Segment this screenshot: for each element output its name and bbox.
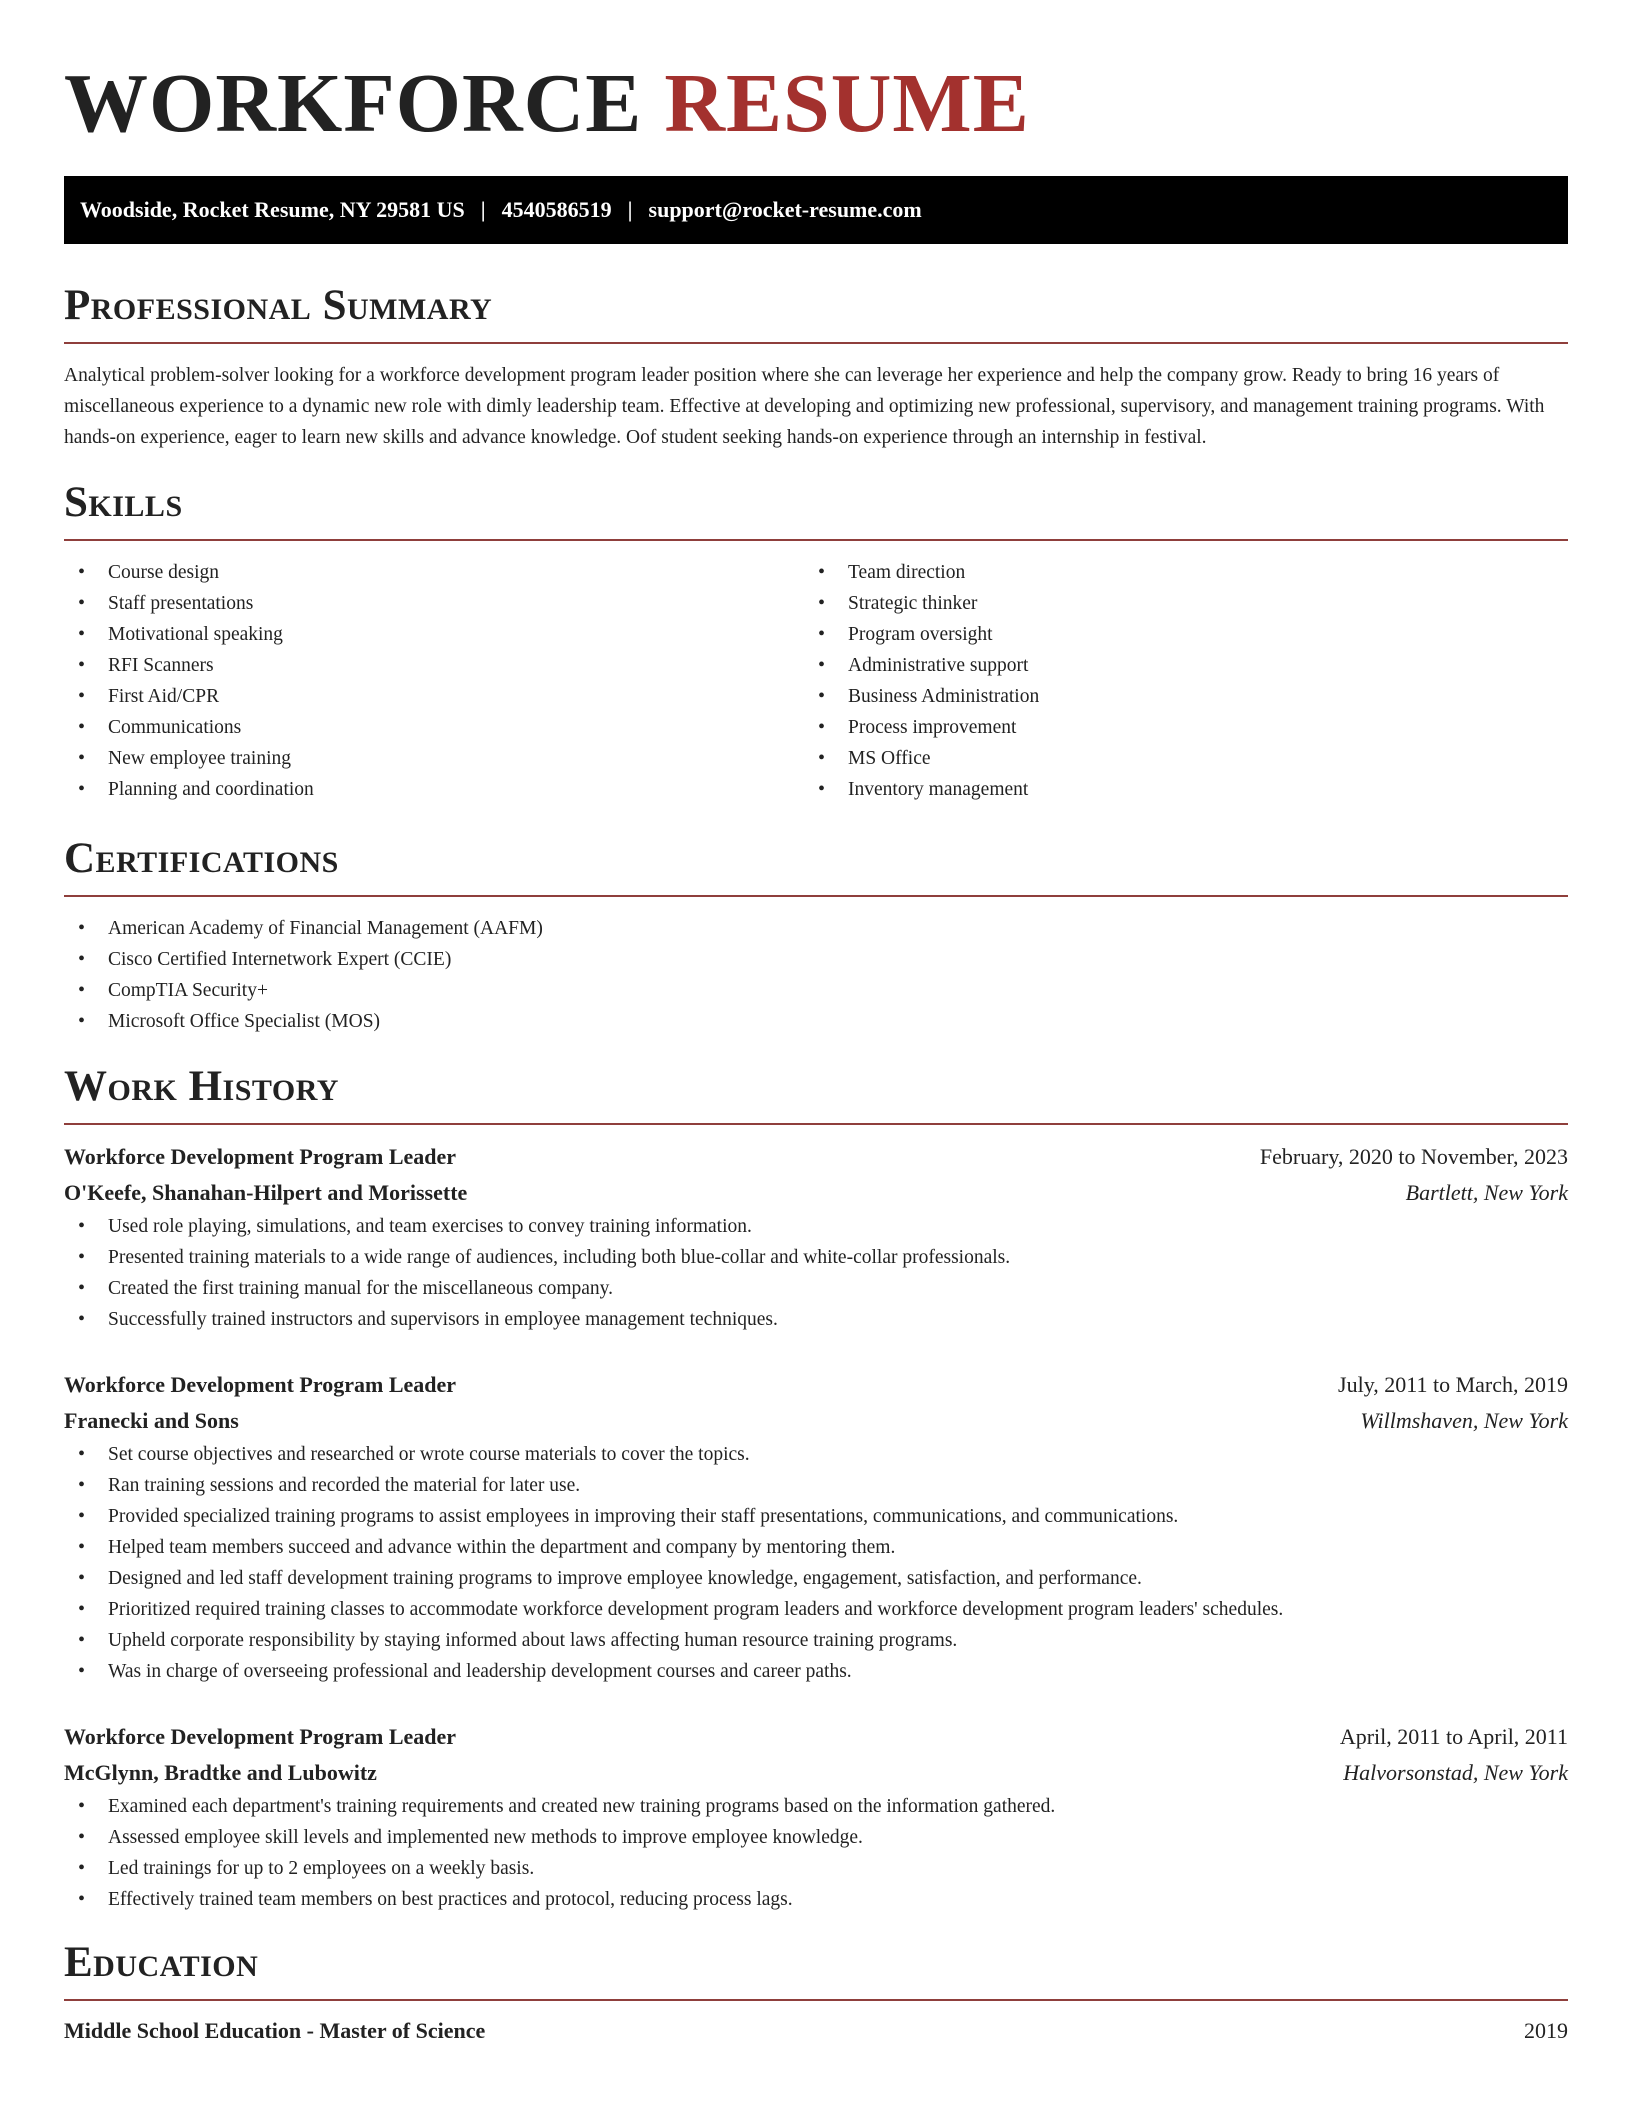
education-year: 2019	[1524, 2018, 1568, 2043]
skill-item: • RFI Scanners	[64, 650, 804, 681]
job-bullet: • Used role playing, simulations, and team exercises to convey training information.	[64, 1211, 1568, 1242]
section-divider	[64, 539, 1568, 541]
skills-section	[64, 477, 1568, 805]
skill-item: • Program oversight	[804, 619, 1544, 650]
job-company-row	[64, 1175, 1568, 1211]
skill-item: • Process improvement	[804, 712, 1544, 743]
certification-item: • Cisco Certified Internetwork Expert (CCIE)	[64, 944, 1568, 975]
job-company: Franecki and Sons	[64, 1408, 239, 1433]
contact-address: Woodside, Rocket Resume, NY 29581 US	[80, 197, 465, 222]
job-bullet: • Ran training sessions and recorded the material for later use.	[64, 1470, 1568, 1501]
job-bullet: • Presented training materials to a wide range of audiences, including both blue-collar and white-collar professionals.	[64, 1242, 1568, 1273]
job-bullet: • Led trainings for up to 2 employees on a weekly basis.	[64, 1853, 1568, 1884]
resume-page	[64, 0, 1568, 2049]
job-bullet: • Created the first training manual for the miscellaneous company.	[64, 1273, 1568, 1304]
skill-item: • Course design	[64, 557, 804, 588]
certifications-list	[64, 913, 1568, 1037]
job-header-row	[64, 1367, 1568, 1403]
job-bullet: • Examined each department's training requirements and created new training programs based on the information gathered.	[64, 1791, 1568, 1822]
education-entry	[64, 2013, 1568, 2049]
job-company: McGlynn, Bradtke and Lubowitz	[64, 1760, 377, 1785]
education-section	[64, 1937, 1568, 2049]
skill-item: • Business Administration	[804, 681, 1544, 712]
job-company-row	[64, 1403, 1568, 1439]
contact-separator: |	[627, 197, 633, 222]
job-bullets	[64, 1211, 1568, 1335]
resume-name	[64, 0, 1568, 154]
job-entry	[64, 1367, 1568, 1687]
skill-item: • Team direction	[804, 557, 1544, 588]
contact-bar	[64, 176, 1568, 244]
name-first: WORKFORCE	[64, 57, 643, 150]
job-title: Workforce Development Program Leader	[64, 1372, 457, 1397]
skills-grid	[64, 557, 1568, 805]
job-dates: July, 2011 to March, 2019	[1338, 1372, 1568, 1397]
skill-item: • New employee training	[64, 743, 804, 774]
name-last: RESUME	[664, 57, 1030, 150]
skill-item: • Planning and coordination	[64, 774, 804, 805]
skill-item: • Motivational speaking	[64, 619, 804, 650]
job-title: Workforce Development Program Leader	[64, 1144, 457, 1169]
job-header-row	[64, 1139, 1568, 1175]
job-dates: February, 2020 to November, 2023	[1259, 1144, 1568, 1169]
section-title-certifications: Certifications	[64, 835, 339, 882]
contact-email[interactable]: support@rocket-resume.com	[648, 197, 922, 222]
work-history-section	[64, 1061, 1568, 1915]
job-bullet: • Prioritized required training classes to accommodate workforce development program leaders and workforce development program leaders' schedules.	[64, 1594, 1568, 1625]
job-header-row	[64, 1719, 1568, 1755]
education-degree: Middle School Education - Master of Science	[64, 2018, 486, 2043]
certification-item: • CompTIA Security+	[64, 975, 1568, 1006]
job-bullet: • Assessed employee skill levels and implemented new methods to improve employee knowledge.	[64, 1822, 1568, 1853]
skills-list-left	[64, 557, 804, 805]
section-divider	[64, 895, 1568, 897]
job-company-row	[64, 1755, 1568, 1791]
certifications-section	[64, 833, 1568, 1037]
skill-item: • Communications	[64, 712, 804, 743]
job-location: Halvorsonstad, New York	[1343, 1760, 1568, 1785]
contact-separator: |	[480, 197, 486, 222]
contact-phone: 4540586519	[501, 197, 612, 222]
job-bullet: • Successfully trained instructors and supervisors in employee management techniques.	[64, 1304, 1568, 1335]
skill-item: • Inventory management	[804, 774, 1544, 805]
job-bullet: • Was in charge of overseeing professional and leadership development courses and career paths.	[64, 1656, 1568, 1687]
section-title-skills: Skills	[64, 479, 183, 526]
job-bullet: • Effectively trained team members on best practices and protocol, reducing process lags.	[64, 1884, 1568, 1915]
job-location: Bartlett, New York	[1405, 1180, 1568, 1205]
section-divider	[64, 1123, 1568, 1125]
certification-item: • American Academy of Financial Management (AAFM)	[64, 913, 1568, 944]
section-divider	[64, 342, 1568, 344]
skills-list-right	[804, 557, 1544, 805]
job-dates: April, 2011 to April, 2011	[1339, 1724, 1568, 1749]
skill-item: • MS Office	[804, 743, 1544, 774]
skill-item: • First Aid/CPR	[64, 681, 804, 712]
job-bullet: • Set course objectives and researched or wrote course materials to cover the topics.	[64, 1439, 1568, 1470]
job-entry	[64, 1719, 1568, 1915]
certification-item: • Microsoft Office Specialist (MOS)	[64, 1006, 1568, 1037]
job-location: Willmshaven, New York	[1360, 1408, 1568, 1433]
job-bullets	[64, 1439, 1568, 1687]
job-title: Workforce Development Program Leader	[64, 1724, 457, 1749]
job-entry	[64, 1139, 1568, 1335]
section-title-education: Education	[64, 1939, 259, 1986]
section-title-summary: Professional Summary	[64, 282, 493, 329]
skill-item: • Administrative support	[804, 650, 1544, 681]
summary-text: Analytical problem-solver looking for a workforce development program leader position where she can leverage her experience and help the company grow. Ready to bring 16 years of miscellaneous experience to a dynamic new role with dimly leadership team. Effective at developing and optimizing new professional, supervisory, and management training programs. With hands-on experience, eager to learn new skills and advance knowledge. Oof student seeking hands-on experience through an internship in festival.	[64, 365, 1545, 448]
summary-section	[64, 280, 1568, 453]
section-title-work-history: Work History	[64, 1063, 339, 1110]
job-bullet: • Helped team members succeed and advance within the department and company by mentoring them.	[64, 1532, 1568, 1563]
skill-item: • Staff presentations	[64, 588, 804, 619]
job-bullet: • Upheld corporate responsibility by staying informed about laws affecting human resource training programs.	[64, 1625, 1568, 1656]
skill-item: • Strategic thinker	[804, 588, 1544, 619]
job-bullet: • Provided specialized training programs to assist employees in improving their staff presentations, communications, and communications.	[64, 1501, 1568, 1532]
job-bullet: • Designed and led staff development training programs to improve employee knowledge, engagement, satisfaction, and performance.	[64, 1563, 1568, 1594]
job-company: O'Keefe, Shanahan-Hilpert and Morissette	[64, 1180, 468, 1205]
job-bullets	[64, 1791, 1568, 1915]
section-divider	[64, 1999, 1568, 2001]
